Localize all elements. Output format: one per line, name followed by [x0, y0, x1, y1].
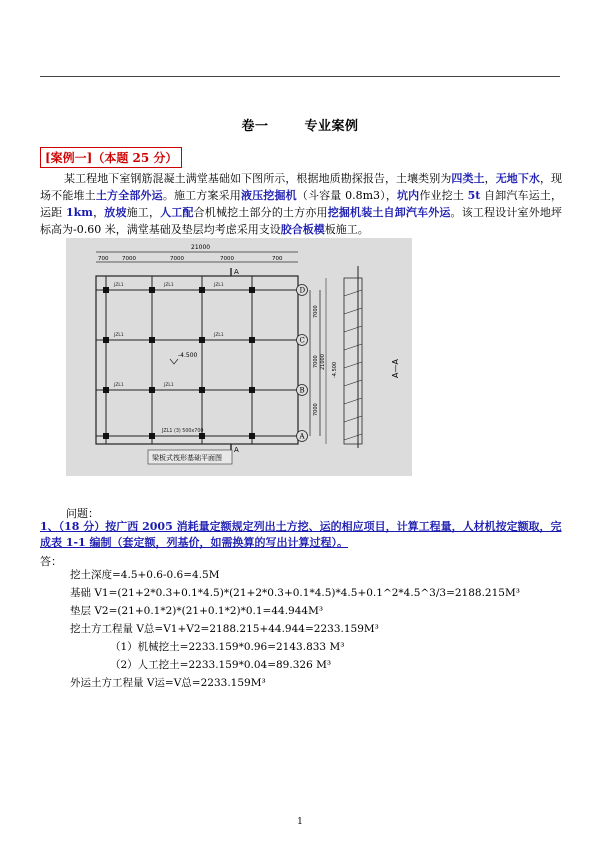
dim-top: 700 [98, 256, 109, 262]
answer-label: 答： [40, 555, 62, 568]
dim-right: 7000 [313, 403, 319, 416]
foundation-figure [66, 238, 412, 476]
dim-top: 7000 [220, 256, 234, 262]
beam-label: JZL1 [114, 383, 124, 388]
intro-text: ， [484, 172, 496, 185]
answer-line: （1）机械挖土=2233.159*0.96=2143.833 M³ [110, 641, 345, 653]
intro-highlight: 放坡 [104, 206, 127, 219]
question-text: 1、（18 分）按广西 2005 消耗量定额规定列出土方挖、运的相应项目，计算工程量，人材机按定额取，完成表 1-1 编制（套定额，列基价，如需换算的写出计算过程）。 [40, 520, 562, 549]
page-title [0, 115, 600, 134]
intro-highlight: 液压挖掘机 [240, 189, 297, 202]
answer-line: （2）人工挖土=2233.159*0.04=89.326 M³ [110, 659, 332, 671]
dim-top: 7000 [170, 256, 184, 262]
intro-highlight: 坑内 [397, 189, 420, 202]
axis-label: A [299, 432, 305, 441]
case-heading: [案例一]（本题 25 分） [40, 147, 182, 168]
beam-label: JZL1 [214, 283, 224, 288]
intro-text: 施工， [126, 206, 161, 219]
intro-highlight: 土方全部外运 [95, 189, 163, 202]
answer-line: 基础 V1=(21+2*0.3+0.1*4.5)*(21+2*0.3+0.1*4.5)*4.5+0.1^2*4.5^3/3=2188.215M³ [70, 587, 520, 599]
title-part1: 卷一 [241, 119, 269, 134]
section-elevation: -4.500 [332, 361, 338, 378]
intro-text: （斗容量 0.8m3）， [296, 189, 398, 202]
intro-highlight: 1km [66, 206, 93, 219]
intro-highlight: 挖掘机装土自卸汽车外运 [327, 206, 451, 219]
intro-text: ， [92, 206, 105, 219]
beam-note: JZL1 (3) 500x700 [162, 429, 204, 434]
section-title: A—A [391, 359, 400, 378]
beam-label: JZL1 [164, 383, 174, 388]
intro-text: 。施工方案采用 [162, 189, 241, 202]
dim-right: 7000 [313, 305, 319, 318]
dim-top: 7000 [122, 256, 136, 262]
dim-top: 700 [272, 256, 283, 262]
elevation-label: -4.500 [178, 352, 198, 359]
header-rule [40, 76, 560, 77]
intro-highlight: 胶合板模 [280, 223, 325, 236]
intro-text: 某工程地下室钢筋混凝土满堂基础如下图所示，根据地质勘探报告，土壤类别为 [64, 172, 452, 185]
answer-line: 垫层 V2=(21+0.1*2)*(21+0.1*2)*0.1=44.944M³ [70, 605, 324, 617]
intro-text: 。该工程设计室外地坪标高为-0.60 米，满堂基础及垫层均考虑采用支设 [40, 206, 563, 236]
dim-total-right: 21000 [320, 354, 326, 370]
page-number: 1 [297, 817, 303, 827]
axis-label: C [299, 336, 305, 345]
foundation-plan-drawing [66, 238, 412, 476]
section-mark-bottom: A [234, 446, 239, 454]
intro-text: 板施工。 [324, 223, 369, 236]
intro-text: ，现场不能堆土 [40, 172, 563, 202]
answer-line: 外运土方工程量 V运=V总=2233.159M³ [70, 677, 266, 689]
intro-text: 合机械挖土部分的土方亦用 [193, 206, 328, 219]
beam-label: JZL1 [114, 283, 124, 288]
dim-right: 7000 [313, 355, 319, 368]
title-part2: 专业案例 [304, 119, 359, 134]
axis-label: B [299, 386, 305, 395]
answer-lines [70, 566, 520, 692]
intro-text: 作业挖土 [419, 189, 468, 202]
axis-label: D [299, 286, 306, 295]
dim-total-top: 21000 [191, 244, 211, 251]
answer-line: 挖土方工程量 V总=V1+V2=2188.215+44.944=2233.159M³ [70, 623, 379, 635]
beam-label: JZL1 [114, 333, 124, 338]
question-label: 问题： [66, 507, 99, 520]
beam-label: JZL1 [214, 333, 224, 338]
intro-highlight: 无地下水 [495, 172, 540, 185]
intro-text: 自卸汽车运土，运距 [40, 189, 563, 219]
section-mark-top: A [234, 268, 239, 276]
intro-paragraph [40, 170, 562, 238]
intro-highlight: 四类土 [451, 172, 485, 185]
figure-caption: 梁板式筏形基础平面图 [152, 454, 222, 462]
beam-label: JZL1 [164, 283, 174, 288]
answer-line: 挖土深度=4.5+0.6-0.6=4.5M [70, 569, 220, 581]
intro-highlight: 5t [467, 189, 481, 202]
intro-highlight: 人工配 [160, 206, 194, 219]
